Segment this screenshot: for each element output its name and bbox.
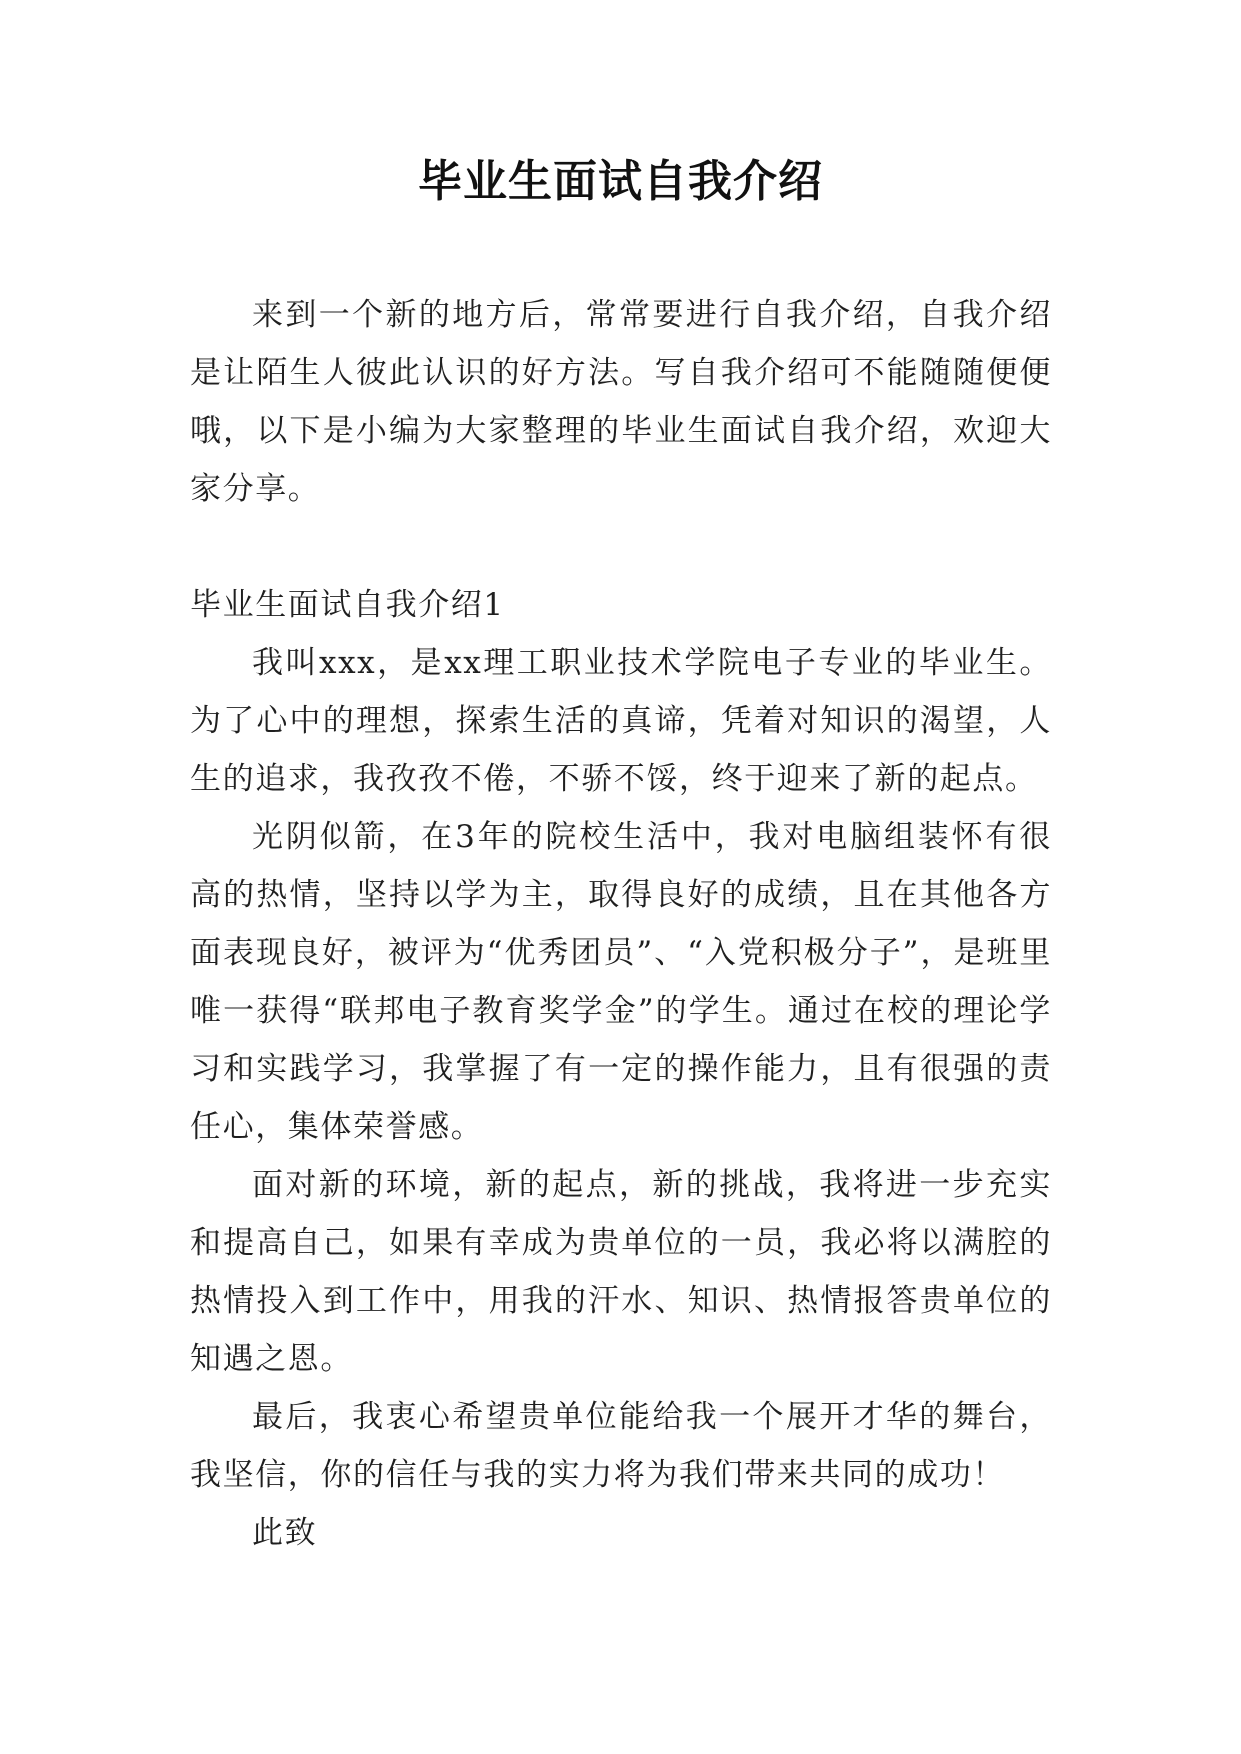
body-paragraph: 光阴似箭，在3年的院校生活中，我对电脑组装怀有很高的热情，坚持以学为主，取得良好的成绩，且在其他各方面表现良好，被评为“优秀团员”、“入党积极分子”，是班里唯一获得“联邦电子教育奖学金”的学生。通过在校的理论学习和实践学习，我掌握了有一定的操作能力，且有很强的责任心，集体荣誉感。	[190, 819, 1052, 1145]
body-paragraph: 最后，我衷心希望贵单位能给我一个展开才华的舞台，我坚信，你的信任与我的实力将为我们带来共同的成功！	[190, 1399, 1052, 1493]
document-title: 毕业生面试自我介绍	[418, 156, 823, 207]
closing-salutation: 此致	[252, 1515, 318, 1551]
intro-block	[190, 286, 1052, 518]
body-paragraph: 我叫xxx，是xx理工职业技术学院电子专业的毕业生。为了心中的理想，探索生活的真谛，凭着对知识的渴望，人生的追求，我孜孜不倦，不骄不馁，终于迎来了新的起点。	[190, 645, 1052, 797]
section-block	[190, 576, 1052, 1562]
body-paragraph: 面对新的环境，新的起点，新的挑战，我将进一步充实和提高自己，如果有幸成为贵单位的一员，我必将以满腔的热情投入到工作中，用我的汗水、知识、热情报答贵单位的知遇之恩。	[190, 1167, 1052, 1377]
intro-paragraph: 来到一个新的地方后，常常要进行自我介绍，自我介绍是让陌生人彼此认识的好方法。写自我介绍可不能随随便便哦，以下是小编为大家整理的毕业生面试自我介绍，欢迎大家分享。	[190, 297, 1052, 507]
section-heading: 毕业生面试自我介绍1	[190, 587, 505, 623]
